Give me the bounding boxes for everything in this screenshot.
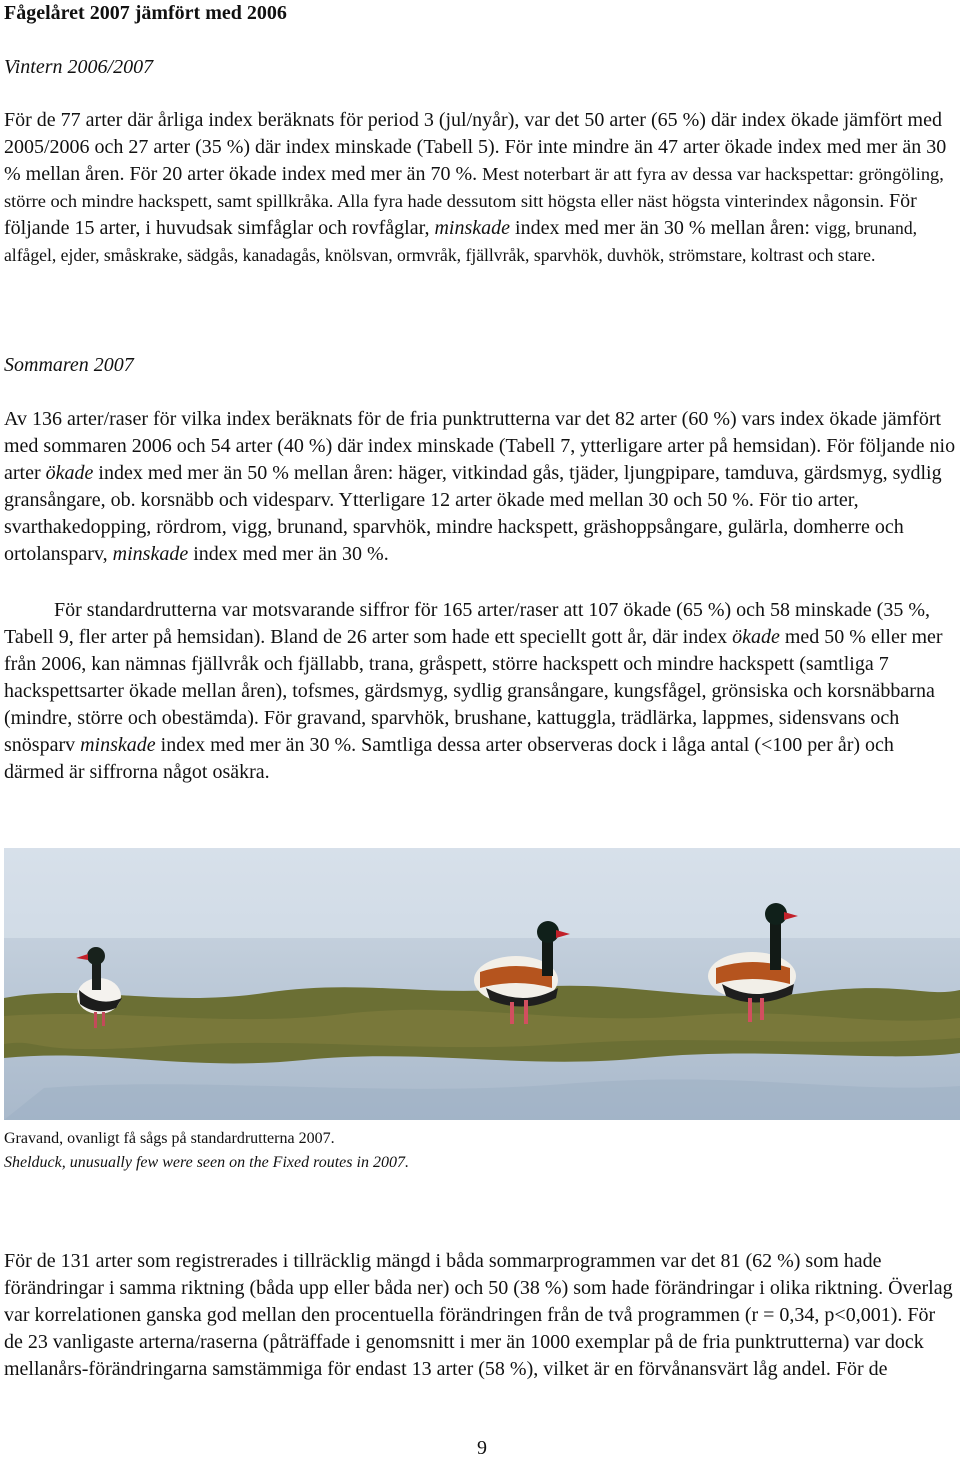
summer-text-2b: med 50 % eller mer från 2006, kan nämnas fjällvråk och fjällabb, trana, gråspett, större hackspett och mindre hackspett (samtliga 7 hackspettsarter ökade mellan åren), tofsmes, gärdsmyg, sydlig gransångare, kungsfågel, grönsiska och korsnäbbarna (mindre, större och obestämda). För gravand, sparvhök, brushane, kattuggla, trädlärka, lappmes, sidensvans och snösparv — [4, 626, 943, 756]
winter-text-3a: För följande 15 arter, i huvudsak simfåglar och rovfåglar, — [4, 190, 917, 239]
winter-text-3b: index med mer än 30 % mellan åren: — [515, 217, 810, 239]
summer-text-2a: För standardrutterna var motsvarande siffror för 165 arter/raser att 107 ökade (65 %) och 58 minskade (35 %, Tabell 9, fler arter på hemsidan). Bland de 26 arter som hade ett speciellt gott år, där index — [4, 599, 931, 648]
summer-heading: Sommaren 2007 — [4, 354, 134, 376]
shelduck-photo-illustration — [4, 848, 960, 1120]
page-number: 9 — [477, 1437, 487, 1459]
summer-text-1b: index med mer än 50 % mellan åren: häger, vitkindad gås, tjäder, ljungpipare, tamduva, gärdsmyg, sydlig gransångare, ob. korsnäbb och videsparv. Ytterligare 12 arter ökade med mellan 30 och 50 %. För tio arter, svarthakedopping, rördrom, vigg, brunand, sparvhök, mindre hackspett, gräshoppsångare, gulärla, domherre och ortolansparv, — [4, 462, 942, 565]
page-title: Fågelåret 2007 jämfört med 2006 — [4, 2, 287, 24]
summer2-emphasis-okade: ökade — [732, 626, 780, 648]
winter-paragraph — [4, 107, 956, 269]
summer2-emphasis-minskade: minskade — [80, 734, 156, 756]
summer-paragraph-2 — [4, 597, 956, 786]
winter-text-1: För de 77 arter där årliga index beräknats för period 3 (jul/nyår), var det 50 arter (65 %) där index ökade jämfört med 2005/2006 och 27 arter (35 %) där index minskade (Tabell 5). För inte mindre än 47 arter ökade index med mer än 30 % mellan åren. För 20 arter ökade index med mer än 70 %. — [4, 109, 947, 185]
winter-species-list: vigg, brunand, alfågel, ejder, småskrake, sädgås, kanadagås, knölsvan, ormvråk, fjällvråk, sparvhök, duvhök, strömstare, koltrast och stare. — [4, 218, 918, 265]
summer-text-1a: Av 136 arter/raser för vilka index beräknats för de fria punktrutterna var det 82 arter (60 %) vars index ökade jämfört med sommaren 2006 och 54 arter (40 %) där index minskade (Tabell 7, ytterligare arter på hemsidan). För följande nio arter — [4, 408, 956, 484]
summer-paragraph-1 — [4, 406, 956, 568]
caption-english: Shelduck, unusually few were seen on the Fixed routes in 2007. — [4, 1154, 409, 1171]
summer-text-1c: index med mer än 30 %. — [193, 543, 389, 565]
summer-emphasis-okade: ökade — [45, 462, 94, 484]
winter-emphasis-minskade: minskade — [434, 217, 511, 239]
closing-paragraph: För de 131 arter som registrerades i tillräcklig mängd i båda sommarprogrammen var det 81 (62 %) som hade förändringar i samma riktning (båda upp eller båda ner) och 50 (38 %) som hade förändringar i olika riktning. Överlag var korrelationen ganska god mellan den procentuella förändringen från de två programmen (r = 0,34, p<0,001). För de 23 vanligaste arterna/raserna (påträffade i genomsnitt i mer än 1000 exemplar på de fria punktrutterna) var dock mellanårs-förändringarna samstämmiga för endast 13 arter (58 %), vilket är en förvånansvärt låg andel. För de — [4, 1250, 953, 1380]
summer-emphasis-minskade: minskade — [112, 543, 189, 565]
shelduck-photo — [4, 848, 960, 1120]
photo-caption — [4, 1127, 409, 1175]
winter-heading: Vintern 2006/2007 — [4, 56, 154, 78]
summer-text-2c: index med mer än 30 %. Samtliga dessa arter observeras dock i låga antal (<100 per år) och därmed är siffrorna något osäkra. — [4, 734, 894, 783]
caption-swedish: Gravand, ovanligt få sågs på standardrutterna 2007. — [4, 1130, 335, 1147]
winter-text-2: Mest noterbart är att fyra av dessa var hackspettar: gröngöling, större och mindre hackspett, samt spillkråka. Alla fyra hade dessutom sitt högsta eller näst högsta vinterindex någonsin. — [4, 164, 944, 211]
